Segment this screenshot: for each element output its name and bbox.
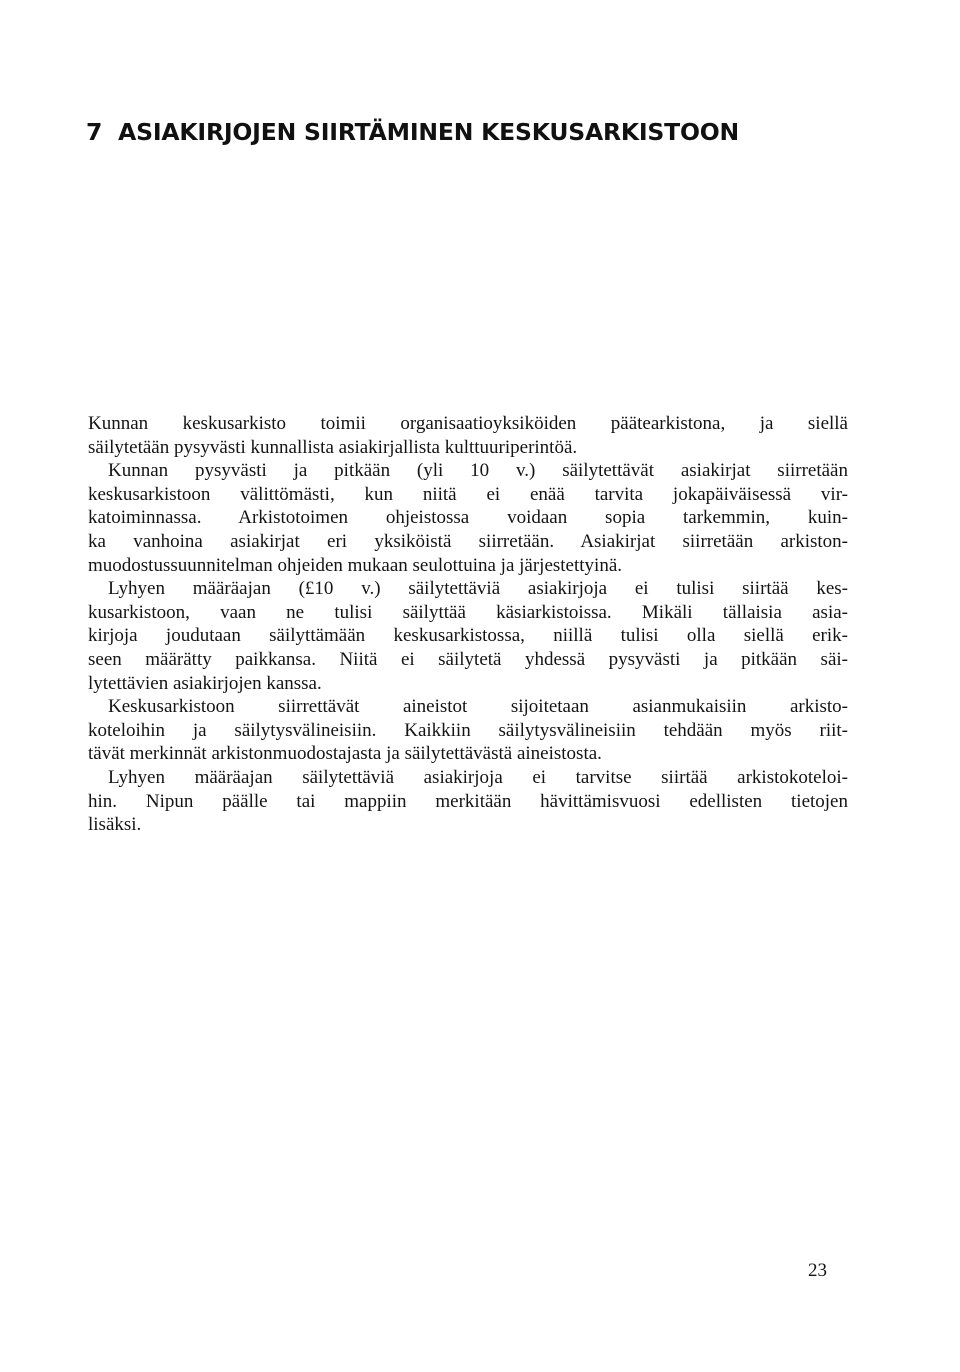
body-line: säilytetään pysyvästi kunnallista asiakirjallista kulttuuriperintöä. bbox=[88, 436, 578, 458]
page-number: 23 bbox=[808, 1260, 827, 1281]
body-line: tävät merkinnät arkistonmuodostajasta ja säilytettävästä aineistosta. bbox=[88, 743, 602, 765]
body-line: Kunnan pysyvästi ja pitkään (yli 10 v.) säilytettävät asiakirjat siirretään bbox=[108, 460, 848, 482]
body-line: kusarkistoon, vaan ne tulisi säilyttää käsiarkistoissa. Mikäli tällaisia asia- bbox=[88, 601, 848, 623]
body-line: koteloihin ja säilytysvälineisiin. Kaikkiin säilytysvälineisiin tehdään myös riit- bbox=[88, 719, 848, 741]
body-line: muodostussuunnitelman ohjeiden mukaan seulottuina ja järjestettyinä. bbox=[88, 554, 623, 576]
body-line: seen määrätty paikkansa. Niitä ei säilytetä yhdessä pysyvästi ja pitkään säi- bbox=[88, 648, 848, 670]
body-line: lytettävien asiakirjojen kanssa. bbox=[88, 672, 322, 694]
chapter-title-text: ASIAKIRJOJEN SIIRTÄMINEN KESKUSARKISTOON bbox=[118, 118, 739, 146]
body-line: kirjoja joudutaan säilyttämään keskusarkistossa, niillä tulisi olla siellä erik- bbox=[88, 625, 848, 647]
body-line: Keskusarkistoon siirrettävät aineistot sijoitetaan asianmukaisiin arkisto- bbox=[108, 696, 848, 718]
body-line: lisäksi. bbox=[88, 814, 142, 836]
body-line: ka vanhoina asiakirjat eri yksiköistä siirretään. Asiakirjat siirretään arkiston- bbox=[88, 530, 848, 552]
body-line: katoiminnassa. Arkistotoimen ohjeistossa voidaan sopia tarkemmin, kuin- bbox=[88, 507, 848, 529]
body-text bbox=[88, 412, 848, 837]
chapter-title bbox=[86, 118, 739, 146]
body-line: keskusarkistoon välittömästi, kun niitä ei enää tarvita jokapäiväisessä vir- bbox=[88, 483, 848, 505]
body-line: Lyhyen määräajan (£10 v.) säilytettäviä asiakirjoja ei tulisi siirtää kes- bbox=[108, 578, 848, 600]
body-line: Kunnan keskusarkisto toimii organisaatioyksiköiden päätearkistona, ja siellä bbox=[88, 413, 848, 434]
body-line: Lyhyen määräajan säilytettäviä asiakirjoja ei tarvitse siirtää arkistokoteloi- bbox=[108, 766, 848, 788]
body-line: hin. Nipun päälle tai mappiin merkitään hävittämisvuosi edellisten tietojen bbox=[88, 790, 848, 812]
chapter-number: 7 bbox=[86, 118, 103, 146]
